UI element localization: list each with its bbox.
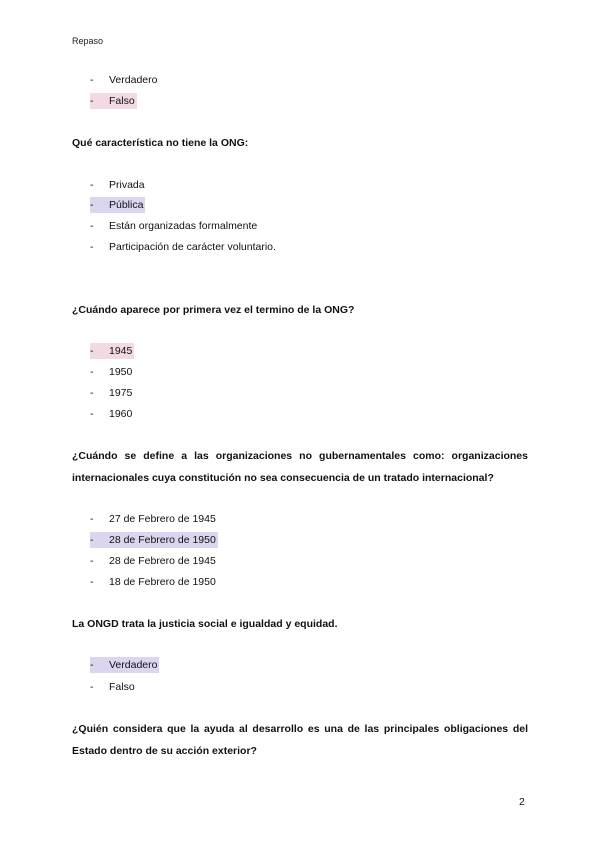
option-text: Falso <box>109 681 135 693</box>
question-text: ¿Quién considera que la ayuda al desarrollo es una de las principales obligaciones del Estado dentro de su acción exterior? <box>72 723 528 757</box>
list-item <box>90 177 145 193</box>
list-item-highlighted <box>90 93 137 109</box>
list-item <box>90 239 276 255</box>
option-text: 1975 <box>109 387 133 399</box>
list-item <box>90 679 135 695</box>
option-text: Privada <box>109 179 145 191</box>
list-dash: - <box>90 659 94 671</box>
list-dash: - <box>90 345 94 357</box>
option-text: 1945 <box>109 345 133 357</box>
list-dash: - <box>90 576 94 588</box>
question-text: La ONGD trata la justicia social e igualdad y equidad. <box>72 618 338 630</box>
list-dash: - <box>90 74 94 86</box>
list-item-highlighted <box>90 657 159 673</box>
list-item-highlighted <box>90 197 145 213</box>
option-text: Falso <box>109 95 135 107</box>
list-dash: - <box>90 387 94 399</box>
option-text: Verdadero <box>109 659 158 671</box>
option-text: Participación de carácter voluntario. <box>109 241 276 253</box>
list-item <box>90 511 216 527</box>
option-text: 1960 <box>109 408 133 420</box>
question-text: ¿Cuándo se define a las organizaciones no gubernamentales como: organizaciones internacionales cuya constitución no sea consecuencia de un tratado internacional? <box>72 450 528 484</box>
list-dash: - <box>90 220 94 232</box>
list-dash: - <box>90 408 94 420</box>
option-text: Están organizadas formalmente <box>109 220 258 232</box>
list-item <box>90 574 216 590</box>
list-item-highlighted <box>90 343 134 359</box>
list-dash: - <box>90 95 94 107</box>
list-item <box>90 385 132 401</box>
list-dash: - <box>90 534 94 546</box>
question-text: Qué característica no tiene la ONG: <box>72 137 249 149</box>
list-item-highlighted <box>90 532 218 548</box>
option-text: 28 de Febrero de 1945 <box>109 555 216 567</box>
option-text: 18 de Febrero de 1950 <box>109 576 216 588</box>
option-text: 27 de Febrero de 1945 <box>109 513 216 525</box>
list-dash: - <box>90 513 94 525</box>
page-header: Repaso <box>72 36 104 46</box>
list-dash: - <box>90 179 94 191</box>
list-dash: - <box>90 241 94 253</box>
list-item <box>90 72 157 88</box>
option-text: 28 de Febrero de 1950 <box>109 534 216 546</box>
list-dash: - <box>90 366 94 378</box>
list-dash: - <box>90 555 94 567</box>
question-text: ¿Cuándo aparece por primera vez el termino de la ONG? <box>72 304 355 316</box>
option-text: 1950 <box>109 366 133 378</box>
list-dash: - <box>90 199 94 211</box>
list-item <box>90 553 216 569</box>
option-text: Pública <box>109 199 144 211</box>
list-dash: - <box>90 681 94 693</box>
list-item <box>90 364 132 380</box>
list-item <box>90 218 257 234</box>
option-text: Verdadero <box>109 74 158 86</box>
list-item <box>90 406 132 422</box>
page-number: 2 <box>519 796 525 808</box>
